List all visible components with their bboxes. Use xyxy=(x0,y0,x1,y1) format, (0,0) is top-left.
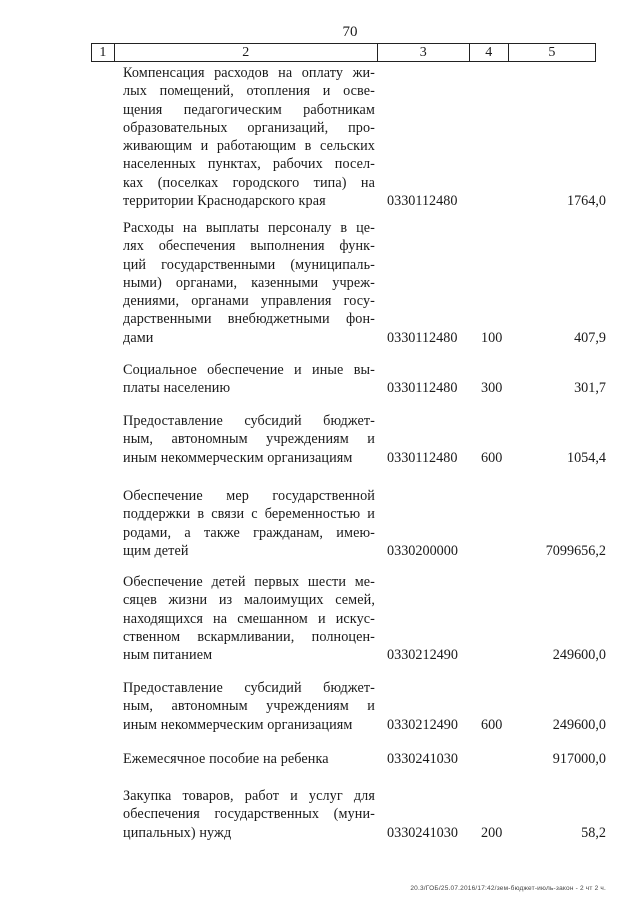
row-code: 0330112480 xyxy=(387,329,458,346)
description-line: ственном вскармливании, полноцен- xyxy=(123,628,375,645)
description-line: живающим и работающим в сельских xyxy=(123,138,375,155)
description-line: платы населению xyxy=(123,380,231,397)
description-line: Предоставление субсидий бюджет- xyxy=(123,680,375,696)
description-line: иным некоммерческим организациям xyxy=(123,449,353,466)
header-col-5: 5 xyxy=(508,44,595,62)
row-code: 0330200000 xyxy=(387,542,458,559)
row-amount: 917000,0 xyxy=(552,751,606,767)
description-line: дениями, органами управления госу- xyxy=(123,293,375,310)
footer-note: 20.3/ГОБ/25.07.2016/17:42/зем-бюджет-июль-закон - 2 чт 2 ч. xyxy=(410,885,606,892)
page-number: 70 xyxy=(342,24,358,40)
row-code: 0330241030 xyxy=(387,824,458,841)
row-description xyxy=(123,787,375,842)
description-line: сяцев жизни из малоимущих семей, xyxy=(123,592,375,609)
description-line: Обеспечение детей первых шести ме- xyxy=(123,574,375,590)
row-amount: 1764,0 xyxy=(566,193,606,210)
description-line: щим детей xyxy=(123,542,189,559)
description-line: лых помещений, отопления и осве- xyxy=(123,83,375,100)
row-amount: 249600,0 xyxy=(552,647,606,664)
row-description xyxy=(123,679,375,734)
description-line: ным, автономным учреждениям и xyxy=(123,431,375,448)
row-expense-type: 600 xyxy=(481,716,503,733)
header-col-3: 3 xyxy=(377,44,469,62)
description-line: дами xyxy=(123,329,154,346)
row-description xyxy=(123,750,375,768)
row-code: 0330112480 xyxy=(387,380,458,397)
row-code: 0330212490 xyxy=(387,647,458,664)
row-amount: 7099656,2 xyxy=(545,542,606,559)
description-line: Компенсация расходов на оплату жи- xyxy=(123,65,375,81)
description-line: Социальное обеспечение и иные вы- xyxy=(123,362,375,378)
row-expense-type: 100 xyxy=(481,329,503,346)
row-amount: 58,2 xyxy=(581,824,606,841)
row-code: 0330212490 xyxy=(387,716,458,733)
header-col-1: 1 xyxy=(92,44,115,62)
row-code: 0330112480 xyxy=(387,449,458,466)
row-amount: 301,7 xyxy=(574,380,606,397)
row-description xyxy=(123,487,375,560)
description-line: поддержки в связи с беременностью и xyxy=(123,506,375,523)
table-header xyxy=(91,43,596,62)
description-line: щения педагогическим работникам xyxy=(123,101,375,118)
row-amount: 407,9 xyxy=(574,329,606,346)
row-expense-type: 200 xyxy=(481,824,503,841)
row-code: 0330241030 xyxy=(387,751,458,767)
header-col-4: 4 xyxy=(469,44,508,62)
description-line: родами, а также гражданам, имею- xyxy=(123,524,375,541)
description-line: Предоставление субсидий бюджет- xyxy=(123,413,375,429)
description-line: Ежемесячное пособие на ребенка xyxy=(123,751,329,767)
header-col-2: 2 xyxy=(114,44,377,62)
row-code: 0330112480 xyxy=(387,193,458,210)
description-line: ципальных) нужд xyxy=(123,824,232,841)
description-line: ным, автономным учреждениям и xyxy=(123,698,375,715)
description-line: Расходы на выплаты персоналу в це- xyxy=(123,220,375,236)
row-expense-type: 600 xyxy=(481,449,503,466)
row-description xyxy=(123,219,375,347)
row-description xyxy=(123,573,375,664)
row-amount: 249600,0 xyxy=(552,716,606,733)
description-line: находящихся на смешанном и искус- xyxy=(123,610,375,627)
description-line: ках (поселках городского типа) на xyxy=(123,174,375,191)
description-line: дарственными внебюджетными фон- xyxy=(123,311,375,328)
description-line: населенных пунктах, рабочих посел- xyxy=(123,156,375,173)
description-line: обеспечения государственных (муни- xyxy=(123,806,375,823)
row-description xyxy=(123,64,375,210)
description-line: Обеспечение мер государственной xyxy=(123,488,375,504)
row-expense-type: 300 xyxy=(481,380,503,397)
description-line: ным питанием xyxy=(123,647,213,664)
row-description xyxy=(123,361,375,398)
description-line: ными) органами, казенными учреж- xyxy=(123,274,375,291)
row-amount: 1054,4 xyxy=(566,449,606,466)
description-line: образовательных организаций, про- xyxy=(123,119,375,136)
description-line: лях обеспечения выполнения функ- xyxy=(123,238,375,255)
description-line: ций государственными (муниципаль- xyxy=(123,256,375,273)
description-line: Закупка товаров, работ и услуг для xyxy=(123,788,375,804)
description-line: территории Краснодарского края xyxy=(123,193,326,210)
row-description xyxy=(123,412,375,467)
description-line: иным некоммерческим организациям xyxy=(123,716,353,733)
